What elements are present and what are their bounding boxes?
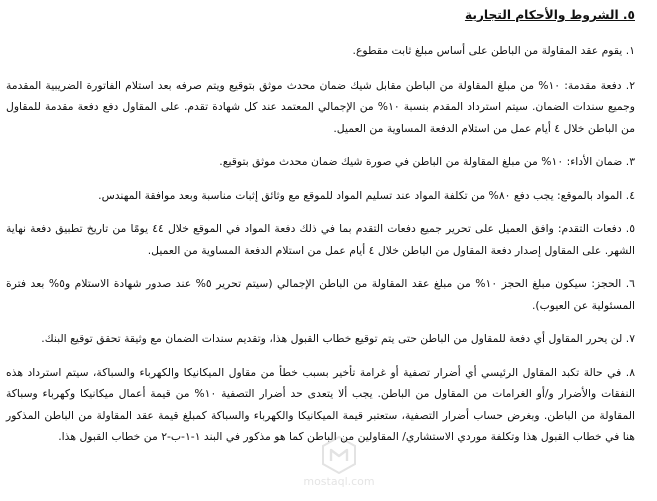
- clause-text: دفعات التقدم: وافق العميل على تحرير جميع دفعات التقدم بما في ذلك دفعة المواد في الموقع خلال ٤٤ يومًا من تاريخ تطبيق دفعة نهاية الشهر. على المقاول إصدار دفعة المقاول من الباطن خلال ٤ أيام عمل من استلام الدفعة المساوية من العميل.: [6, 222, 635, 257]
- clause-6: [6, 273, 635, 316]
- clause-4: [6, 185, 635, 207]
- clause-number: ٢.: [625, 78, 635, 92]
- clause-text: في حالة تكبد المقاول الرئيسي أي أضرار تصفية أو غرامة تأخير بسبب خطأ من مقاول الميكانيكا والكهرباء والسباكة، سيتم استرداد هذه النفقات والأضرار و/أو الغرامات من المقاول من الباطن. يجب ألا يتعدى حد أضرار التصفية ١٠% من قيمة أعمال ميكانيكا وكهرباء وسباكة المقاولة من الباطن. وبغرض حساب أضرار التصفية، ستعتبر قيمة الميكانيكا والكهرباء والسباكة كمبلغ قيمة عقد المقاولة من الباطن المذكور هنا في خطاب القبول هذا وتكلفة موردي الاستشاري/ المقاولين من الباطن كما هو مذكور في البند ١-١-ب-٢ من خطاب القبول هذا.: [6, 365, 636, 443]
- clause-text: الحجز: سيكون مبلغ الحجز ١٠% من مبلغ عقد المقاولة من الباطن الإجمالي (سيتم تحرير ٥% عند صدور شهادة الاستلام و٥% بعد فترة المسئولية عن العيوب).: [6, 277, 635, 312]
- mostaql-logo-icon: [317, 434, 361, 476]
- clause-text: لن يحرر المقاول أي دفعة للمقاول من الباطن حتى يتم توقيع خطاب القبول هذا، وتقديم سندات الضمان مع وثيقة تحقق توقيع البنك.: [41, 332, 626, 345]
- clause-number: ٧.: [625, 332, 635, 345]
- clause-5: [6, 218, 635, 261]
- clause-1: [6, 40, 635, 62]
- clause-number: ٤.: [625, 188, 635, 202]
- watermark-text: mostaql.com: [303, 475, 375, 488]
- clause-number: ١.: [625, 44, 635, 57]
- clause-number: ٣.: [625, 155, 635, 168]
- clause-number: ٨.: [625, 365, 635, 379]
- clause-2: [6, 75, 635, 140]
- clause-7: [6, 328, 635, 350]
- clause-text: دفعة مقدمة: ١٠% من مبلغ المقاولة من الباطن مقابل شيك ضمان محدث موثق بتوقيع ويتم صرفه بعد استلام الفاتورة الضريبية المقدمة وجميع سندات الضمان. سيتم استرداد المقدم بنسبة ١٠% من الإجمالي المعتمد عند كل شهادة تقدم. على المقاول دفع دفعة مقدمة للمقاول من الباطن خلال ٤ أيام عمل من استلام الدفعة المساوية من العميل.: [6, 78, 635, 135]
- clause-text: ضمان الأداء: ١٠% من مبلغ المقاولة من الباطن في صورة شيك ضمان محدث موثق بتوقيع.: [219, 155, 626, 168]
- watermark: [296, 434, 382, 494]
- section-title: ٥. الشروط والأحكام التجارية: [464, 8, 635, 22]
- clause-number: ٦.: [625, 277, 635, 290]
- clause-3: [6, 151, 635, 173]
- clause-text: المواد بالموقع: يجب دفع ٨٠% من تكلفة المواد عند تسليم المواد للموقع مع وثائق إثبات مناسبة وبعد موافقة المهندس.: [98, 188, 626, 202]
- clause-text: يقوم عقد المقاولة من الباطن على أساس مبلغ ثابت مقطوع.: [352, 44, 626, 57]
- clause-number: ٥.: [625, 222, 635, 235]
